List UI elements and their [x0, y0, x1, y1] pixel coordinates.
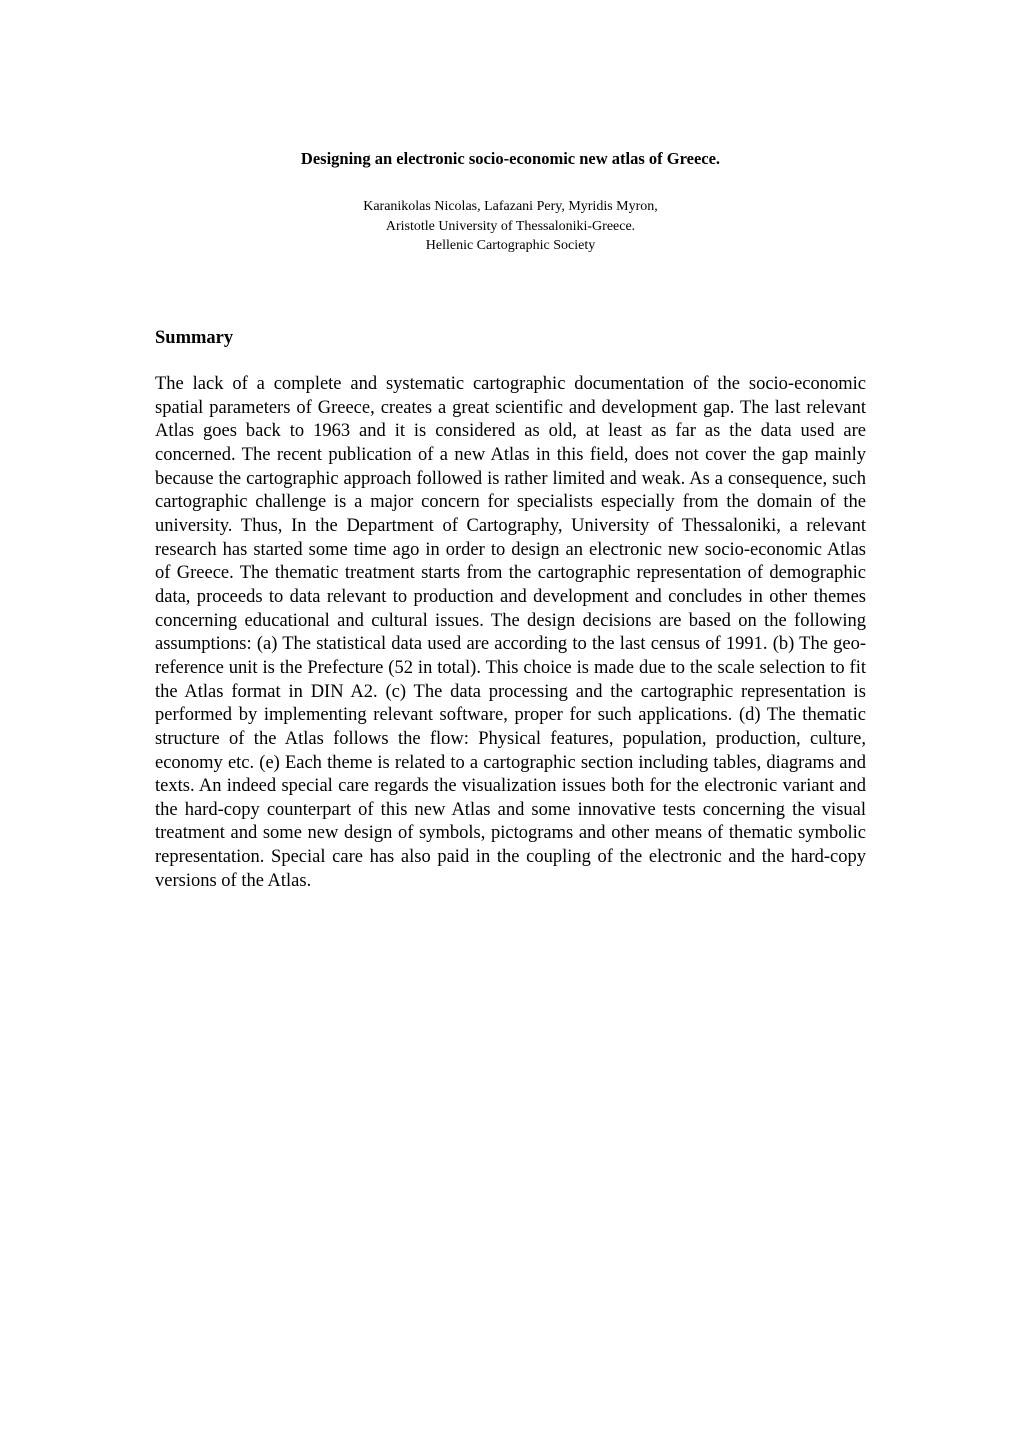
author-society: Hellenic Cartographic Society [425, 238, 596, 253]
author-names: Karanikolas Nicolas, Lafazani Pery, Myridis Myron, [363, 199, 658, 214]
summary-paragraph: The lack of a complete and systematic cartographic documentation of the socio-economic spatial parameters of Greece, creates a great scientific and development gap. The last relevant Atlas goes back to 1963 and it is considered as old, at least as far as the data used are concerned. The recent publication of a new Atlas in this field, does not cover the gap mainly because the cartographic approach followed is rather limited and weak. As a consequence, such cartographic challenge is a major concern for specialists especially from the domain of the university. Thus, In the Department of Cartography, University of Thessaloniki, a relevant research has started some time ago in order to design an electronic new socio-economic Atlas of Greece. The thematic treatment starts from the cartographic representation of demographic data, proceeds to data relevant to production and development and concludes in other themes concerning educational and cultural issues. The design decisions are based on the following assumptions: (a) The statistical data used are according to the last census of 1991. (b) The geo-reference unit is the Prefecture (52 in total). This choice is made due to the scale selection to fit the Atlas format in DIN A2. (c) The data processing and the cartographic representation is performed by implementing relevant software, proper for such applications. (d) The thematic structure of the Atlas follows the flow: Physical features, population, production, culture, economy etc. (e) Each theme is related to a cartographic section including tables, diagrams and texts. An indeed special care regards the visualization issues both for the electronic variant and the hard-copy counterpart of this new Atlas and some innovative tests concerning the visual treatment and some new design of symbols, pictograms and other means of thematic symbolic representation. Special care has also paid in the coupling of the electronic and the hard-copy versions of the Atlas. [155, 374, 866, 891]
author-affiliation: Aristotle University of Thessaloniki-Greece. [385, 218, 636, 234]
document-title: Designing an electronic socio-economic new atlas of Greece. [300, 149, 721, 168]
summary-heading: Summary [155, 328, 234, 348]
author-block [155, 197, 866, 256]
